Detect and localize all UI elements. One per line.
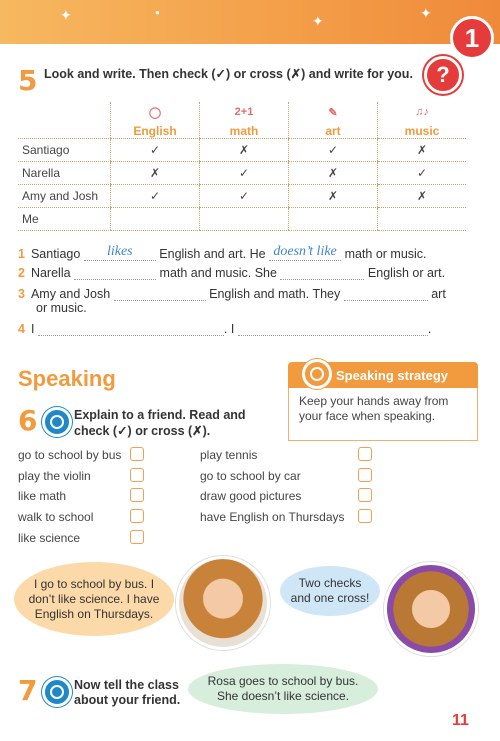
exercise-6-instruction-line1: Explain to a friend. Read and [74, 408, 246, 422]
math-icon: 2+1 [234, 106, 254, 118]
sentence-number: 3 [18, 287, 25, 301]
table-cell: ✗ [378, 139, 467, 162]
checkbox[interactable] [358, 488, 372, 502]
sentence-2: 2 Narella math and music. She English or art. [18, 266, 446, 280]
speech-bubble-icon [302, 359, 332, 389]
strategy-title: Speaking strategy [336, 367, 448, 383]
table-cell-me-art[interactable] [289, 208, 378, 231]
speech-bubble-icon [42, 407, 72, 437]
checkbox[interactable] [358, 509, 372, 523]
sentence-number: 1 [18, 247, 25, 261]
answer-blank[interactable]: doesn’t like [269, 244, 341, 261]
answer-blank[interactable]: likes [84, 244, 156, 261]
answer-blank[interactable] [238, 321, 428, 336]
speech-bubble-left: I go to school by bus. I don’t like science. I have English on Thursdays. [14, 562, 174, 636]
subject-table [18, 102, 466, 231]
art-icon: ✎ [328, 107, 338, 119]
answer-blank[interactable] [38, 321, 224, 336]
table-cell: ✓ [111, 139, 200, 162]
unit-badge: 1 [450, 16, 494, 60]
row-name: Santiago [18, 139, 111, 162]
sentence-number: 2 [18, 266, 25, 280]
table-cell: ✓ [111, 185, 200, 208]
exercise-5-number: 5 [18, 64, 38, 97]
table-cell: ✓ [378, 162, 467, 185]
checkbox[interactable] [130, 530, 144, 544]
exercise-7-instruction-line1: Now tell the class [74, 678, 179, 692]
exercise-6-number: 6 [18, 404, 38, 437]
row-name: Narella [18, 162, 111, 185]
answer-blank[interactable] [114, 286, 206, 301]
sparkle-icon: ✦ [60, 7, 72, 23]
checkbox[interactable] [358, 447, 372, 461]
music-icon: ♫♪ [415, 106, 429, 118]
table-cell: ✗ [200, 139, 289, 162]
table-cell-me-music[interactable] [378, 208, 467, 231]
strategy-header [288, 362, 478, 388]
table-row [18, 208, 466, 231]
checklist-item: go to school by bus [18, 448, 122, 462]
checklist-item: play tennis [200, 448, 258, 462]
exercise-7-instruction-line2: about your friend. [74, 693, 181, 707]
row-name: Amy and Josh [18, 185, 111, 208]
table-cell-me-math[interactable] [200, 208, 289, 231]
exercise-5-instruction: Look and write. Then check (✓) or cross (✗) and write for you. [44, 67, 413, 81]
photo-girl-1 [176, 556, 270, 650]
checklist-item: have English on Thursdays [200, 510, 345, 524]
sentence-3: 3 Amy and Josh English and math. They art [18, 287, 446, 301]
speech-bubble-icon [42, 677, 72, 707]
exercise-6-instruction-line2: check (✓) or cross (✗). [74, 424, 211, 438]
sparkle-icon: ✦ [420, 5, 432, 21]
table-row [18, 139, 466, 162]
checkbox[interactable] [130, 488, 144, 502]
answer-blank[interactable] [74, 265, 156, 280]
answer-blank[interactable] [280, 265, 364, 280]
table-cell: ✗ [111, 162, 200, 185]
speech-bubble-right: Two checks and one cross! [280, 566, 380, 616]
table-cell-me-english[interactable] [111, 208, 200, 231]
sparkle-icon: ✦ [312, 13, 324, 29]
speech-bubble-bottom: Rosa goes to school by bus. She doesn’t like science. [188, 664, 378, 714]
table-header-row [18, 102, 466, 139]
table-row [18, 162, 466, 185]
checkbox[interactable] [130, 468, 144, 482]
column-header: math [229, 124, 259, 138]
checklist-item: play the violin [18, 469, 91, 483]
checklist-item: draw good pictures [200, 489, 302, 503]
column-header: music [404, 124, 440, 138]
dot-icon: ● [155, 8, 160, 17]
table-cell: ✗ [289, 162, 378, 185]
speaking-heading: Speaking [18, 366, 116, 391]
exercise-7-number: 7 [18, 674, 38, 707]
column-header: English [133, 124, 177, 138]
checklist-item: walk to school [18, 510, 94, 524]
sentence-4: 4 I . I . [18, 322, 432, 336]
table-cell: ✓ [200, 185, 289, 208]
sentence-number: 4 [18, 322, 25, 336]
speaking-strategy-box [288, 362, 478, 441]
checkbox[interactable] [130, 509, 144, 523]
strategy-text: Keep your hands away from your face when speaking. [288, 388, 478, 441]
page-number: 11 [452, 712, 469, 729]
checkbox[interactable] [130, 447, 144, 461]
help-question-icon[interactable]: ? [424, 56, 462, 94]
table-cell: ✓ [289, 139, 378, 162]
row-name: Me [18, 208, 111, 231]
checklist-item: like science [18, 531, 81, 545]
sentence-1: 1 Santiago likes English and art. He doesn’t like math or music. [18, 244, 427, 261]
checklist-item: go to school by car [200, 469, 301, 483]
table-row [18, 185, 466, 208]
column-header: art [325, 124, 341, 138]
english-icon: ◯ [148, 107, 162, 119]
table-cell: ✓ [200, 162, 289, 185]
table-cell: ✗ [378, 185, 467, 208]
checkbox[interactable] [358, 468, 372, 482]
photo-girl-2 [384, 562, 478, 656]
checklist-item: like math [18, 489, 67, 503]
sentence-3-continued: or music. [36, 301, 87, 315]
answer-blank[interactable] [344, 286, 428, 301]
table-cell: ✗ [289, 185, 378, 208]
